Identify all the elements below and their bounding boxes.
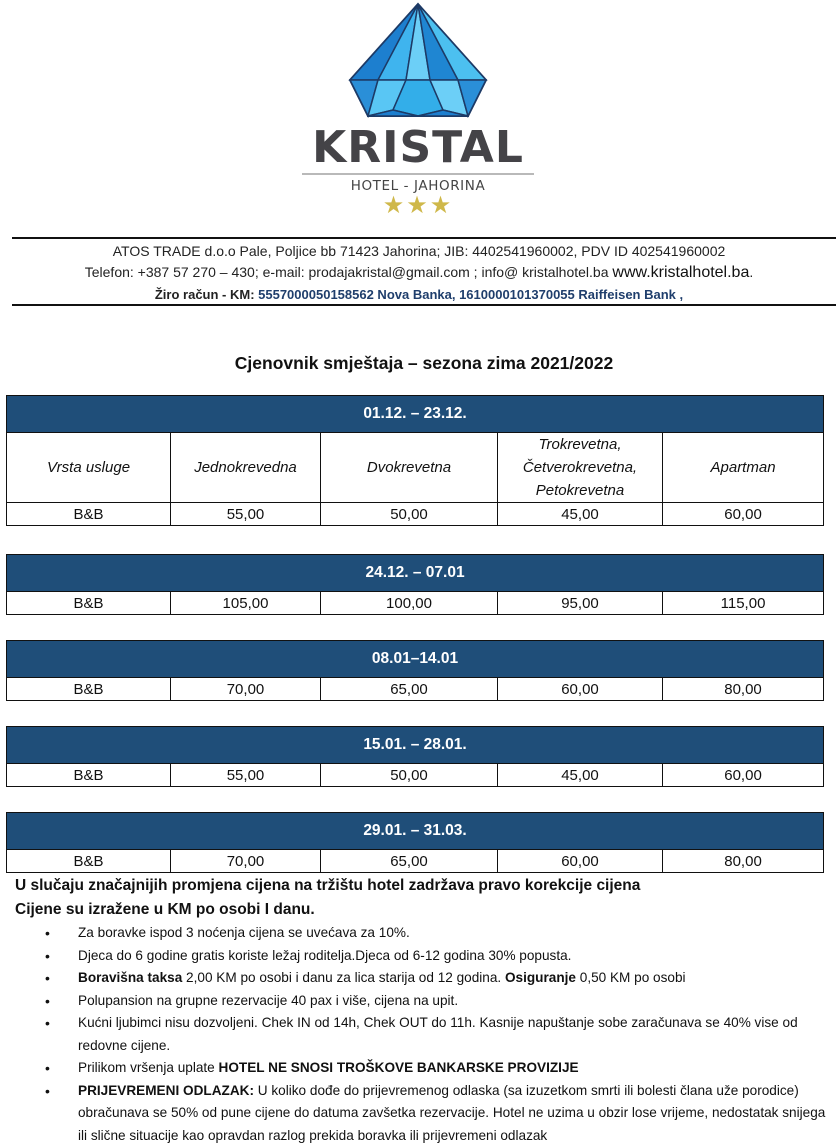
diamond-icon — [348, 2, 488, 120]
bullet-icon: • — [45, 1015, 50, 1031]
column-header: Apartman — [663, 433, 824, 503]
price-cell: 115,00 — [663, 592, 824, 615]
period-header: 24.12. – 07.01 — [7, 555, 824, 592]
period-header: 15.01. – 28.01. — [7, 727, 824, 764]
list-item-text: Polupansion na grupne rezervacije 40 pax i više, cijena na upit. — [78, 992, 459, 1008]
price-cell: 70,00 — [171, 850, 321, 873]
table-row — [7, 678, 824, 701]
list-item — [0, 967, 838, 990]
star-rating-icon: ★★★ — [382, 192, 454, 219]
price-cell: 70,00 — [171, 678, 321, 701]
price-cell: 65,00 — [321, 850, 498, 873]
list-item-text: Kućni ljubimci nisu dozvoljeni. Chek IN od 14h, Chek OUT do 11h. Kasnije napuštanje sobe zaračunava se 40% vise od redovne cijene. — [78, 1015, 798, 1053]
table-row — [7, 503, 824, 526]
company-info: ATOS TRADE d.o.o Pale, Poljice bb 71423 Jahorina; JIB: 4402541960002, PDV ID 402541960002 — [112, 243, 726, 259]
bank-fee-notice: HOTEL NE SNOSI TROŠKOVE BANKARSKE PROVIZIJE — [218, 1060, 579, 1075]
bank-label: Žiro račun - KM: — [154, 287, 259, 302]
price-table-period-5 — [6, 812, 824, 873]
column-header: Trokrevetna, Četverokrevetna, Petokrevetna — [498, 433, 663, 503]
service-cell: B&B — [7, 764, 171, 787]
brand-subtitle: HOTEL - JAHORINA — [350, 178, 486, 194]
contact-text: Telefon: +387 57 270 – 430; e-mail: prodajakristal@gmail.com ; info@ kristalhotel.ba — [84, 264, 613, 280]
price-cell: 55,00 — [171, 503, 321, 526]
list-item-text: U koliko dođe do prijevremenog odlaska (sa izuzetkom smrti ili bolesti člana uže porodice) obračunava se 50% od pune cijene do datuma zavšetka rezervacije. Hotel ne uzima u obzir lose vrijeme, nedostatak snijega ili slične situacije kao opravdan razlog prekida boravka ili prijevremeni odlazak — [78, 1082, 826, 1143]
table-row — [7, 592, 824, 615]
price-table-period-1 — [6, 395, 824, 526]
bullet-icon: • — [45, 925, 50, 941]
service-cell: B&B — [7, 678, 171, 701]
table-row — [7, 850, 824, 873]
tax-label: Boravišna taksa — [78, 970, 183, 985]
column-header: Vrsta usluge — [7, 433, 171, 503]
header-divider-top — [12, 237, 836, 239]
price-cell: 105,00 — [171, 592, 321, 615]
price-cell: 50,00 — [321, 503, 498, 526]
website-link[interactable]: www.kristalhotel.ba — [612, 264, 750, 281]
column-header-row — [7, 433, 824, 503]
price-cell: 95,00 — [498, 592, 663, 615]
price-cell: 65,00 — [321, 678, 498, 701]
list-item-text: 0,50 KM po osobi — [575, 970, 686, 985]
list-item — [0, 945, 838, 968]
price-cell: 80,00 — [663, 678, 824, 701]
list-item-text: 2,00 KM po osobi i danu za lica starija od 12 godina. — [182, 970, 505, 985]
price-cell: 55,00 — [171, 764, 321, 787]
list-item — [0, 1057, 838, 1080]
header-divider-bottom — [12, 304, 836, 306]
service-cell: B&B — [7, 850, 171, 873]
column-header: Jednokrevedna — [171, 433, 321, 503]
period-header: 01.12. – 23.12. — [7, 396, 824, 433]
price-table-period-3 — [6, 640, 824, 701]
period-header: 29.01. – 31.03. — [7, 813, 824, 850]
page-title: Cjenovnik smještaja – sezona zima 2021/2022 — [234, 353, 614, 373]
list-item — [0, 990, 838, 1013]
price-cell: 45,00 — [498, 764, 663, 787]
list-item — [0, 1012, 838, 1057]
insurance-label: Osiguranje — [504, 970, 576, 985]
bullet-icon: • — [45, 970, 50, 986]
price-cell: 60,00 — [498, 678, 663, 701]
price-table-period-4 — [6, 726, 824, 787]
bullet-icon: • — [45, 1060, 50, 1076]
bullet-icon: • — [45, 947, 50, 964]
price-unit-note: Cijene su izražene u KM po osobi I danu. — [15, 901, 315, 918]
bullet-icon: • — [45, 992, 50, 1009]
price-cell: 100,00 — [321, 592, 498, 615]
period-header: 08.01–14.01 — [7, 641, 824, 678]
list-item — [0, 922, 838, 945]
table-row — [7, 764, 824, 787]
price-cell: 80,00 — [663, 850, 824, 873]
column-header: Dvokrevetna — [321, 433, 498, 503]
list-item — [0, 1080, 838, 1148]
price-cell: 45,00 — [498, 503, 663, 526]
list-item-text: Za boravke ispod 3 noćenja cijena se uvećava za 10%. — [78, 925, 410, 940]
price-change-note: U slučaju značajnijih promjena cijena na tržištu hotel zadržava pravo korekcije cijena — [15, 877, 641, 894]
list-item-text: Djeca do 6 godine gratis koriste ležaj roditelja.Djeca od 6-12 godina 30% popusta. — [78, 947, 572, 963]
price-cell: 60,00 — [498, 850, 663, 873]
brand-name: KRISTAL — [312, 122, 524, 173]
bank-accounts: 5557000050158562 Nova Banka, 1610000101370055 Raiffeisen Bank , — [258, 287, 684, 302]
list-item-text: Prilikom vršenja uplate — [78, 1060, 219, 1075]
bank-info — [0, 287, 838, 302]
bullet-icon: • — [45, 1082, 50, 1099]
service-cell: B&B — [7, 592, 171, 615]
price-cell: 60,00 — [663, 503, 824, 526]
contact-end: . — [749, 264, 754, 280]
hotel-logo — [300, 0, 536, 222]
price-table-period-2 — [6, 554, 824, 615]
conditions-list — [0, 922, 838, 1147]
brand-divider — [302, 173, 534, 175]
contact-info — [0, 264, 838, 282]
price-cell: 60,00 — [663, 764, 824, 787]
price-cell: 50,00 — [321, 764, 498, 787]
service-cell: B&B — [7, 503, 171, 526]
early-departure-label: PRIJEVREMENI ODLAZAK: — [78, 1082, 254, 1098]
